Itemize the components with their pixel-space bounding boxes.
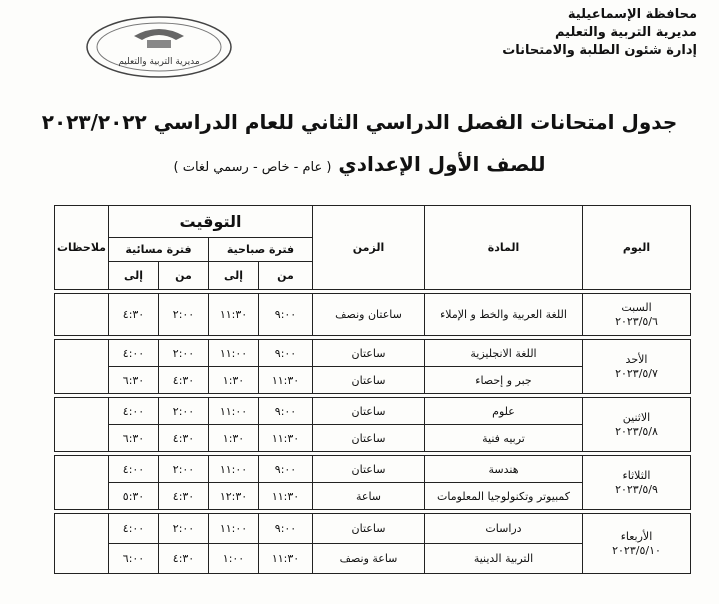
evening-period-header: فترة مسائية (109, 238, 209, 262)
subject-cell: كمبيوتر وتكنولوجيا المعلومات (425, 483, 583, 510)
evening-from-cell: ٢:٠٠ (159, 514, 209, 544)
morning-to-cell: ١١:٠٠ (209, 398, 259, 425)
duration-cell: ساعتان (313, 398, 425, 425)
morning-from-cell: ١١:٣٠ (259, 367, 313, 394)
duration-cell: ساعتان (313, 425, 425, 452)
morning-period-header: فترة صباحية (209, 238, 313, 262)
morning-to-cell: ١٢:٣٠ (209, 483, 259, 510)
evening-from-cell: ٢:٠٠ (159, 340, 209, 367)
evening-to-cell: ٤:٠٠ (109, 340, 159, 367)
grade-note: ( عام - خاص - رسمي لغات ) (173, 160, 332, 175)
evening-from-cell: ٤:٣٠ (159, 483, 209, 510)
grade-name: للصف الأول الإعدادي (338, 152, 546, 176)
duration-cell: ساعتان (313, 367, 425, 394)
morning-from-cell: ٩:٠٠ (259, 456, 313, 483)
morning-from-cell: ٩:٠٠ (259, 294, 313, 336)
day-cell: السبت ٢٠٢٣/٥/٦ (583, 294, 691, 336)
day-cell: الأحد ٢٠٢٣/٥/٧ (583, 340, 691, 394)
evening-to-cell: ٤:٣٠ (109, 294, 159, 336)
evening-to-cell: ٥:٣٠ (109, 483, 159, 510)
duration-cell: ساعة ونصف (313, 544, 425, 574)
evening-to-cell: ٤:٠٠ (109, 456, 159, 483)
subject-cell: جبر و إحصاء (425, 367, 583, 394)
duration-cell: ساعتان (313, 456, 425, 483)
evening-from-cell: ٢:٠٠ (159, 294, 209, 336)
evening-to-header: إلى (109, 262, 159, 290)
morning-from-cell: ١١:٣٠ (259, 483, 313, 510)
evening-from-cell: ٤:٣٠ (159, 544, 209, 574)
col-notes-header: ملاحظات (55, 206, 109, 290)
logo-text: مديرية التربية والتعليم (118, 57, 200, 67)
evening-from-cell: ٢:٠٠ (159, 398, 209, 425)
morning-from-cell: ٩:٠٠ (259, 398, 313, 425)
day-cell: الاثنين ٢٠٢٣/٥/٨ (583, 398, 691, 452)
subject-cell: اللغة الانجليزية (425, 340, 583, 367)
directorate-line: مديرية التربية والتعليم (554, 25, 697, 40)
duration-cell: ساعتان (313, 340, 425, 367)
subject-cell: دراسات (425, 514, 583, 544)
duration-cell: ساعتان ونصف (313, 294, 425, 336)
morning-to-header: إلى (209, 262, 259, 290)
morning-to-cell: ١١:٠٠ (209, 514, 259, 544)
evening-to-cell: ٤:٠٠ (109, 398, 159, 425)
document-title: جدول امتحانات الفصل الدراسي الثاني للعام الدراسي ٢٠٢٣/٢٠٢٢ (41, 110, 678, 134)
col-timing-header: التوقيت (109, 206, 313, 238)
subject-cell: علوم (425, 398, 583, 425)
day-cell: الأربعاء ٢٠٢٣/٥/١٠ (583, 514, 691, 574)
notes-cell (55, 514, 109, 574)
col-day-header: اليوم (583, 206, 691, 290)
evening-from-cell: ٢:٠٠ (159, 456, 209, 483)
morning-from-cell: ٩:٠٠ (259, 340, 313, 367)
subject-cell: اللغة العربية والخط و الإملاء (425, 294, 583, 336)
notes-cell (55, 294, 109, 336)
evening-to-cell: ٦:٠٠ (109, 544, 159, 574)
duration-cell: ساعتان (313, 514, 425, 544)
subject-cell: التربية الدينية (425, 544, 583, 574)
notes-cell (55, 398, 109, 452)
evening-from-cell: ٤:٣٠ (159, 367, 209, 394)
department-line: إدارة شئون الطلبة والامتحانات (502, 43, 697, 58)
morning-from-cell: ١١:٣٠ (259, 544, 313, 574)
morning-from-cell: ٩:٠٠ (259, 514, 313, 544)
duration-cell: ساعة (313, 483, 425, 510)
day-cell: الثلاثاء ٢٠٢٣/٥/٩ (583, 456, 691, 510)
morning-to-cell: ١:٣٠ (209, 367, 259, 394)
evening-to-cell: ٤:٠٠ (109, 514, 159, 544)
governorate-line: محافظة الإسماعيلية (567, 7, 697, 22)
col-duration-header: الزمن (313, 206, 425, 290)
evening-to-cell: ٦:٣٠ (109, 367, 159, 394)
morning-to-cell: ١:٣٠ (209, 425, 259, 452)
morning-to-cell: ١١:٠٠ (209, 456, 259, 483)
evening-from-header: من (159, 262, 209, 290)
morning-to-cell: ١١:٠٠ (209, 340, 259, 367)
notes-cell (55, 340, 109, 394)
exam-schedule-table (54, 205, 691, 574)
directorate-header (502, 6, 697, 60)
subject-cell: هندسة (425, 456, 583, 483)
evening-from-cell: ٤:٣٠ (159, 425, 209, 452)
col-subject-header: المادة (425, 206, 583, 290)
evening-to-cell: ٦:٣٠ (109, 425, 159, 452)
directorate-logo (84, 14, 234, 80)
grade-title (0, 152, 719, 176)
morning-to-cell: ١١:٣٠ (209, 294, 259, 336)
notes-cell (55, 456, 109, 510)
morning-from-header: من (259, 262, 313, 290)
morning-to-cell: ١:٠٠ (209, 544, 259, 574)
subject-cell: تربيه فنية (425, 425, 583, 452)
morning-from-cell: ١١:٣٠ (259, 425, 313, 452)
